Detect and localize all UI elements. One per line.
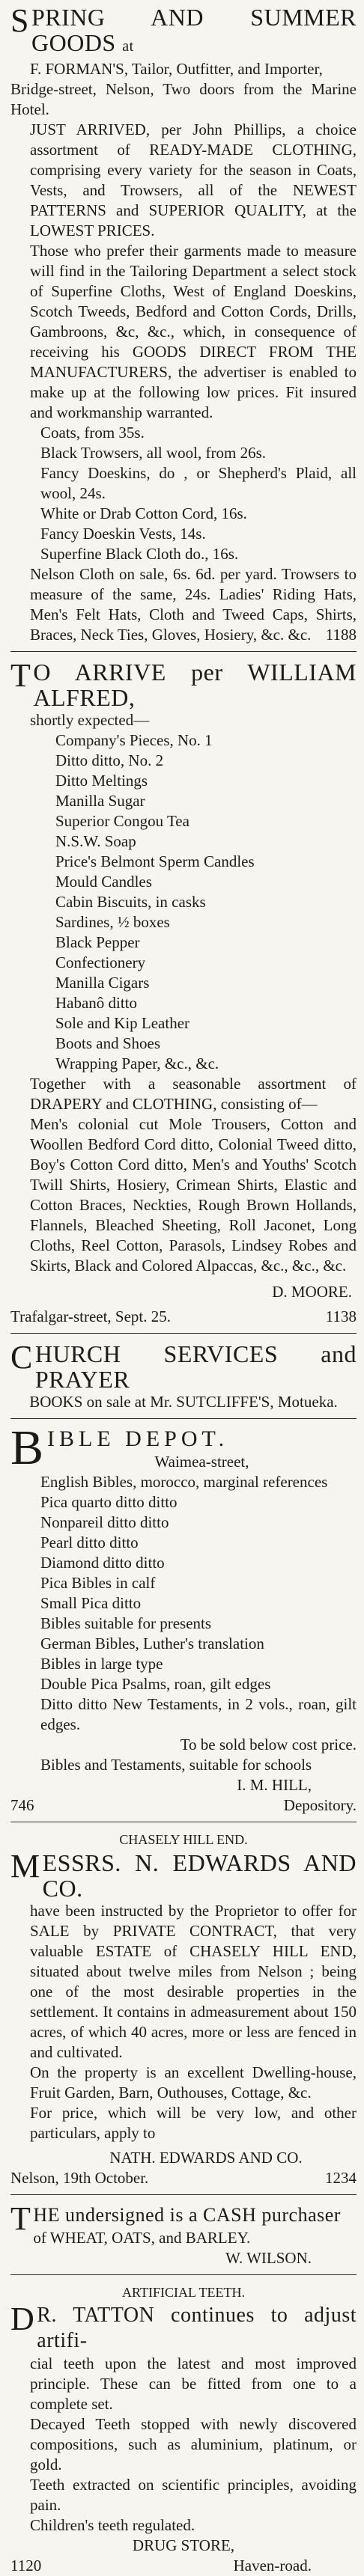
ad4-headline	[10, 1420, 357, 1475]
list-item: English Bibles, morocco, marginal references	[40, 1473, 328, 1491]
ad-bible-depot	[10, 1420, 357, 1816]
list-item: Bibles in large type	[40, 1655, 163, 1673]
ad7-body2: Decayed Teeth stopped with newly discovered compositions, such as aluminium, platinum, or gold.	[30, 2415, 357, 2473]
list-item: N.S.W. Soap	[55, 832, 136, 850]
ad1-closing: Nelson Cloth on sale, 6s. 6d. per yard. Trowsers to measure of the same, 24s. Ladies' Riding Hats, Men's Felt Hats, Cloth and Tweed Caps, Shirts, Braces, Neck Ties, Gloves, Hosiery, &c. &c. 1188	[30, 565, 357, 644]
ad-spring-summer-goods	[10, 4, 357, 645]
list-item: Pearl ditto ditto	[40, 1533, 139, 1551]
list-item: Ditto ditto, No. 2	[55, 751, 164, 769]
ad2-sub: shortly expected—	[30, 711, 150, 729]
ad2-place-date: Trafalgar-street, Sept. 25.	[10, 1307, 171, 1325]
ad2-signature: D. MOORE.	[272, 1283, 352, 1301]
ad7-body: cial teeth upon the latest and most improved principle. These can be fitted from one to a complete set.	[30, 2354, 357, 2413]
divider	[10, 2274, 357, 2275]
list-item: Nonpareil ditto ditto	[40, 1513, 169, 1531]
ad7-store: DRUG STORE,	[132, 2536, 235, 2554]
ad1-price-list	[10, 423, 357, 564]
list-item: Sardines, ½ boxes	[55, 913, 170, 931]
ad1-head-cap: S	[10, 2, 29, 39]
ad4-signature: I. M. HILL,	[237, 1776, 312, 1794]
ad2-head-cap: T	[10, 657, 31, 694]
ad5-body2: On the property is an excellent Dwelling-house, Fruit Garden, Barn, Outhouses, Cottage, &c.	[30, 2063, 357, 2102]
ad7-body3: Teeth extracted on scientific principles, avoiding pain.	[30, 2476, 357, 2514]
ad7-headline	[10, 2303, 357, 2354]
ad7-head-cap: D	[10, 2301, 35, 2337]
list-item: Manilla Sugar	[55, 792, 145, 810]
list-item: Wrapping Paper, &c., &c.	[55, 1054, 219, 1072]
ad-church-services	[10, 1341, 357, 1412]
ad1-head-suffix: at	[122, 38, 134, 55]
ad5-place-date: Nelson, 19th October.	[10, 2169, 149, 2187]
list-item: Habanô ditto	[55, 994, 138, 1012]
ad4-dropcap: B	[10, 1420, 44, 1475]
list-item: White or Drab Cotton Cord, 16s.	[40, 504, 247, 522]
list-item: Ditto Meltings	[55, 772, 148, 790]
ad-chasely-hill-end	[10, 1830, 357, 2188]
list-item: Pica Bibles in calf	[40, 1574, 156, 1592]
list-item: Cabin Biscuits, in casks	[55, 893, 206, 911]
divider	[10, 1418, 357, 1419]
ad7-head-rest: R. TATTON continues to adjust artifi-	[37, 2304, 357, 2352]
ad7-road: Haven-road.	[233, 2557, 312, 2575]
list-item: Sole and Kip Leather	[55, 1014, 190, 1032]
ad1-head-rest: PRING AND SUMMER GOODS	[31, 4, 357, 56]
list-item: To be sold below cost price.	[180, 1736, 357, 1754]
ad2-head-rest: O ARRIVE per WILLIAM ALFRED,	[33, 659, 357, 711]
ad5-title: CHASELY HILL END.	[119, 1832, 248, 1847]
ad5-body: have been instructed by the Proprietor to offer for SALE by PRIVATE CONTRACT, that very valuable ESTATE of CHASELY HILL END, situated about twelve miles from Nelson ; being one of the most desirable properties in the settlement. It contains in admeasurement about 150 acres, of which 40 acres, more or less are fenced in and cultivated.	[30, 1902, 357, 2061]
list-item: Bibles and Testaments, suitable for schools	[40, 1756, 312, 1774]
list-item: Superfine Black Cloth do., 16s.	[40, 545, 239, 563]
ad2-clothing: Men's colonial cut Mole Trousers, Cotton and Woollen Bedford Cord ditto, Colonial Tweed ditto, Boy's Cotton Cord ditto, Men's and Youths' Scotch Twill Shirts, Hosiery, Crimean Shirts, Elastic and Cotton Braces, Neckties, Rough Brown Hollands, Flannels, Bleached Sheeting, Roll Jaconet, Long Cloths, Reel Cotton, Parasols, Lindsey Robes and Skirts, Black and Colored Alpaccas, &c., &c., &c.	[30, 1115, 357, 1275]
list-item: German Bibles, Luther's translation	[40, 1635, 264, 1652]
list-item: Price's Belmont Sperm Candles	[55, 852, 255, 870]
ad-to-arrive	[10, 659, 357, 1327]
list-item: Pica quarto ditto ditto	[40, 1493, 178, 1511]
divider	[10, 1333, 357, 1334]
list-item: Bibles suitable for presents	[40, 1614, 212, 1632]
list-item: Mould Candles	[55, 873, 152, 891]
ad2-footer	[10, 1307, 357, 1327]
ad3-line: BOOKS on sale at Mr. SUTCLIFFE'S, Motueka.	[29, 1393, 338, 1411]
ad6-signature: W. WILSON.	[225, 2249, 312, 2267]
ad2-number: 1138	[325, 1307, 357, 1325]
ad1-headline	[10, 4, 357, 59]
ad4-street: Waimea-street,	[154, 1453, 249, 1471]
list-item: Black Trowsers, all wool, from 26s.	[40, 444, 266, 462]
divider	[10, 651, 357, 652]
ad1-number: 1188	[325, 626, 357, 644]
list-item: Fancy Doeskin Vests, 14s.	[40, 525, 206, 543]
ad4-number: 746	[10, 1796, 34, 1814]
ad2-item-list	[10, 730, 357, 1074]
ad3-head-cap: C	[10, 1339, 33, 1376]
ad3-head-rest: HURCH SERVICES and PRAYER	[34, 1340, 357, 1393]
ad2-headline	[10, 659, 357, 710]
ad5-head-rest: ESSRS. N. EDWARDS AND CO.	[42, 1849, 357, 1902]
ad6-headline	[10, 2200, 357, 2237]
ad4-item-list	[10, 1472, 357, 1775]
ad6-head-cap: T	[10, 2200, 31, 2237]
list-item: Manilla Cigars	[55, 974, 150, 992]
list-item: Double Pica Psalms, roan, gilt edges	[40, 1675, 271, 1693]
ad3-headline	[10, 1341, 357, 1392]
ad5-signature: NATH. EDWARDS AND CO.	[109, 2149, 303, 2167]
ad6-line: of WHEAT, OATS, and BARLEY.	[33, 2229, 251, 2247]
list-item: Confectionery	[55, 953, 146, 971]
list-item: Black Pepper	[55, 933, 140, 951]
ad1-line: F. FORMAN'S, Tailor, Outfitter, and Importer,	[30, 60, 323, 78]
ad5-head-cap: M	[10, 1848, 40, 1884]
ad-artificial-teeth	[10, 2283, 357, 2576]
ad1-line: JUST ARRIVED, per John Phillips, a choice assortment of READY-MADE CLOTHING, comprising every variety for the season in Coats, Vests, and Trowsers, all of the NEWEST PATTERNS and SUPERIOR QUALITY, at the LOWEST PRICES.	[30, 120, 357, 239]
list-item: Fancy Doeskins, do , or Shepherd's Plaid, all wool, 24s.	[40, 464, 357, 502]
list-item: Small Pica ditto	[40, 1594, 142, 1612]
list-item: Superior Congou Tea	[55, 812, 189, 830]
ad5-footer	[10, 2168, 357, 2188]
list-item: Boots and Shoes	[55, 1034, 161, 1052]
ad2-together: Together with a seasonable assortment of DRAPERY and CLOTHING, consisting of—	[30, 1075, 357, 1113]
ad4-role: Depository.	[283, 1796, 357, 1814]
list-item: Ditto ditto New Testaments, in 2 vols., roan, gilt edges.	[40, 1695, 357, 1733]
ad7-number: 1120	[10, 2557, 42, 2575]
list-item: Diamond ditto ditto	[40, 1554, 165, 1572]
ad5-headline	[10, 1850, 357, 1901]
ad5-body3: For price, which will be very low, and other particulars, apply to	[30, 2104, 357, 2142]
ad5-number: 1234	[325, 2169, 357, 2187]
divider	[10, 2194, 357, 2195]
ad4-head-rest: IBLE DEPOT.	[47, 1426, 229, 1451]
ad1-line: Those who prefer their garments made to measure will find in the Tailoring Department a select stock of Superfine Cloths, West of England Doeskins, Scotch Tweeds, Bedford and Cotton Cords, Drills, Gambroons, &c, &c., which, in consequence of receiving his GOODS DIRECT FROM THE MANUFACTURERS, the advertiser is enabled to make up at the following low prices. Fit insured and workmanship warranted.	[30, 242, 357, 421]
ad7-title: ARTIFICIAL TEETH.	[122, 2285, 245, 2300]
ad7-footer	[10, 2556, 357, 2576]
list-item: Company's Pieces, No. 1	[55, 731, 213, 749]
ad4-footer	[10, 1795, 357, 1816]
ad7-body4: Children's teeth regulated.	[30, 2516, 195, 2534]
ad-cash-purchaser	[10, 2200, 357, 2268]
ad6-head-rest: HE undersigned is a CASH purchaser	[33, 2204, 341, 2226]
ad1-line: Bridge-street, Nelson, Two doors from the Marine Hotel.	[10, 80, 357, 118]
list-item: Coats, from 35s.	[40, 424, 145, 442]
